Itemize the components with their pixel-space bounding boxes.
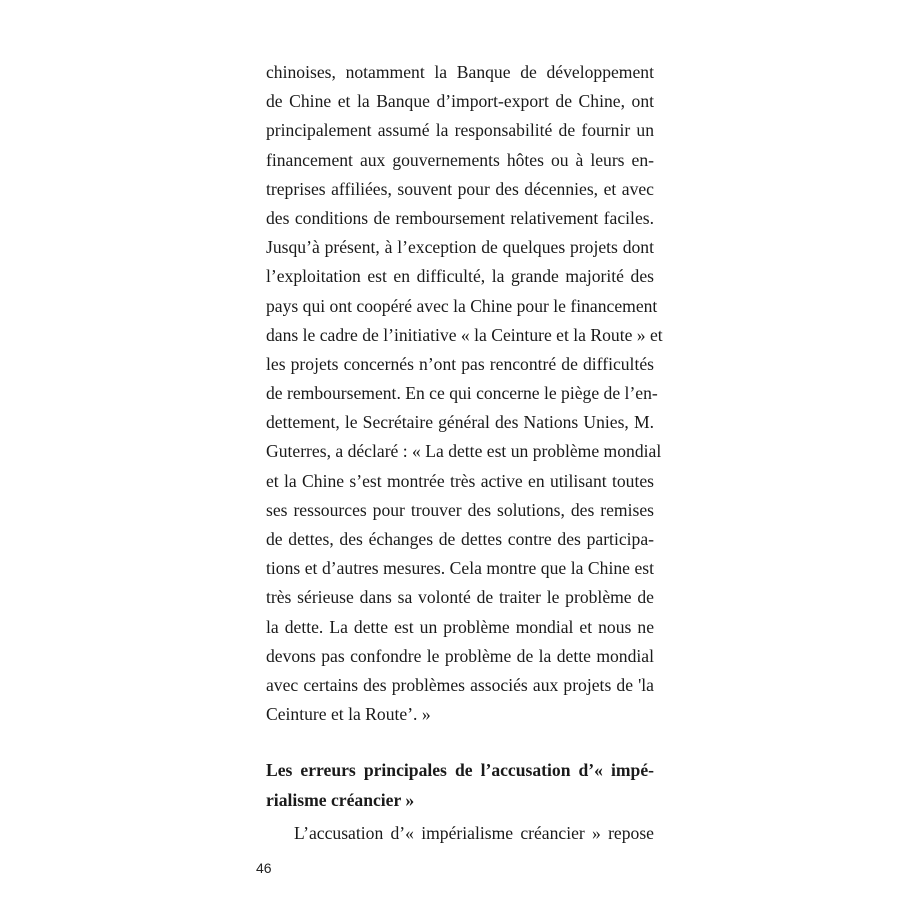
body-line: tions et d’autres mesures. Cela montre que la Chine est [266, 558, 654, 579]
body-line: de Chine et la Banque d’import-export de Chine, ont [266, 91, 654, 112]
text-column [266, 58, 663, 849]
body-line: de remboursement. En ce qui concerne le piège de l’en- [266, 383, 658, 404]
body-line: Guterres, a déclaré : « La dette est un problème mondial [266, 441, 662, 462]
section-heading [266, 755, 654, 815]
body-line: Ceinture et la Route’. » [266, 704, 431, 725]
heading-line: Les erreurs principales de l’accusation d’« impé- [266, 760, 654, 781]
body-line: dettement, le Secrétaire général des Nations Unies, M. [266, 412, 654, 433]
page-number: 46 [256, 860, 272, 876]
body-line: financement aux gouvernements hôtes ou à leurs en- [266, 149, 654, 170]
body-paragraph [266, 58, 663, 729]
body-line: et la Chine s’est montrée très active en utilisant toutes [266, 470, 654, 491]
body-line: avec certains des problèmes associés aux projets de 'la [266, 674, 654, 695]
body-line: principalement assumé la responsabilité de fournir un [266, 120, 654, 141]
body-line: les projets concernés n’ont pas rencontré de difficultés [266, 353, 654, 374]
next-paragraph [266, 819, 654, 848]
body-line: l’exploitation est en difficulté, la grande majorité des [266, 266, 654, 287]
body-line: ses ressources pour trouver des solutions, des remises [266, 499, 654, 520]
body-line: très sérieuse dans sa volonté de traiter le problème de [266, 587, 654, 608]
body-line: chinoises, notamment la Banque de développement [266, 62, 654, 82]
body-line: pays qui ont coopéré avec la Chine pour le financement [266, 295, 658, 316]
body-line: la dette. La dette est un problème mondial et nous ne [266, 616, 654, 637]
body-line: de dettes, des échanges de dettes contre des participa- [266, 529, 654, 549]
body-line: treprises affiliées, souvent pour des décennies, et avec [266, 178, 654, 199]
body-line: devons pas confondre le problème de la dette mondial [266, 645, 654, 666]
body-line: Jusqu’à présent, à l’exception de quelques projets dont [266, 237, 654, 258]
body-line: des conditions de remboursement relativement faciles. [266, 207, 654, 228]
heading-line: rialisme créancier » [266, 790, 415, 811]
paragraph-first-line: L’accusation d’« impérialisme créancier » repose [294, 823, 654, 844]
body-line: dans le cadre de l’initiative « la Ceinture et la Route » et [266, 324, 663, 345]
